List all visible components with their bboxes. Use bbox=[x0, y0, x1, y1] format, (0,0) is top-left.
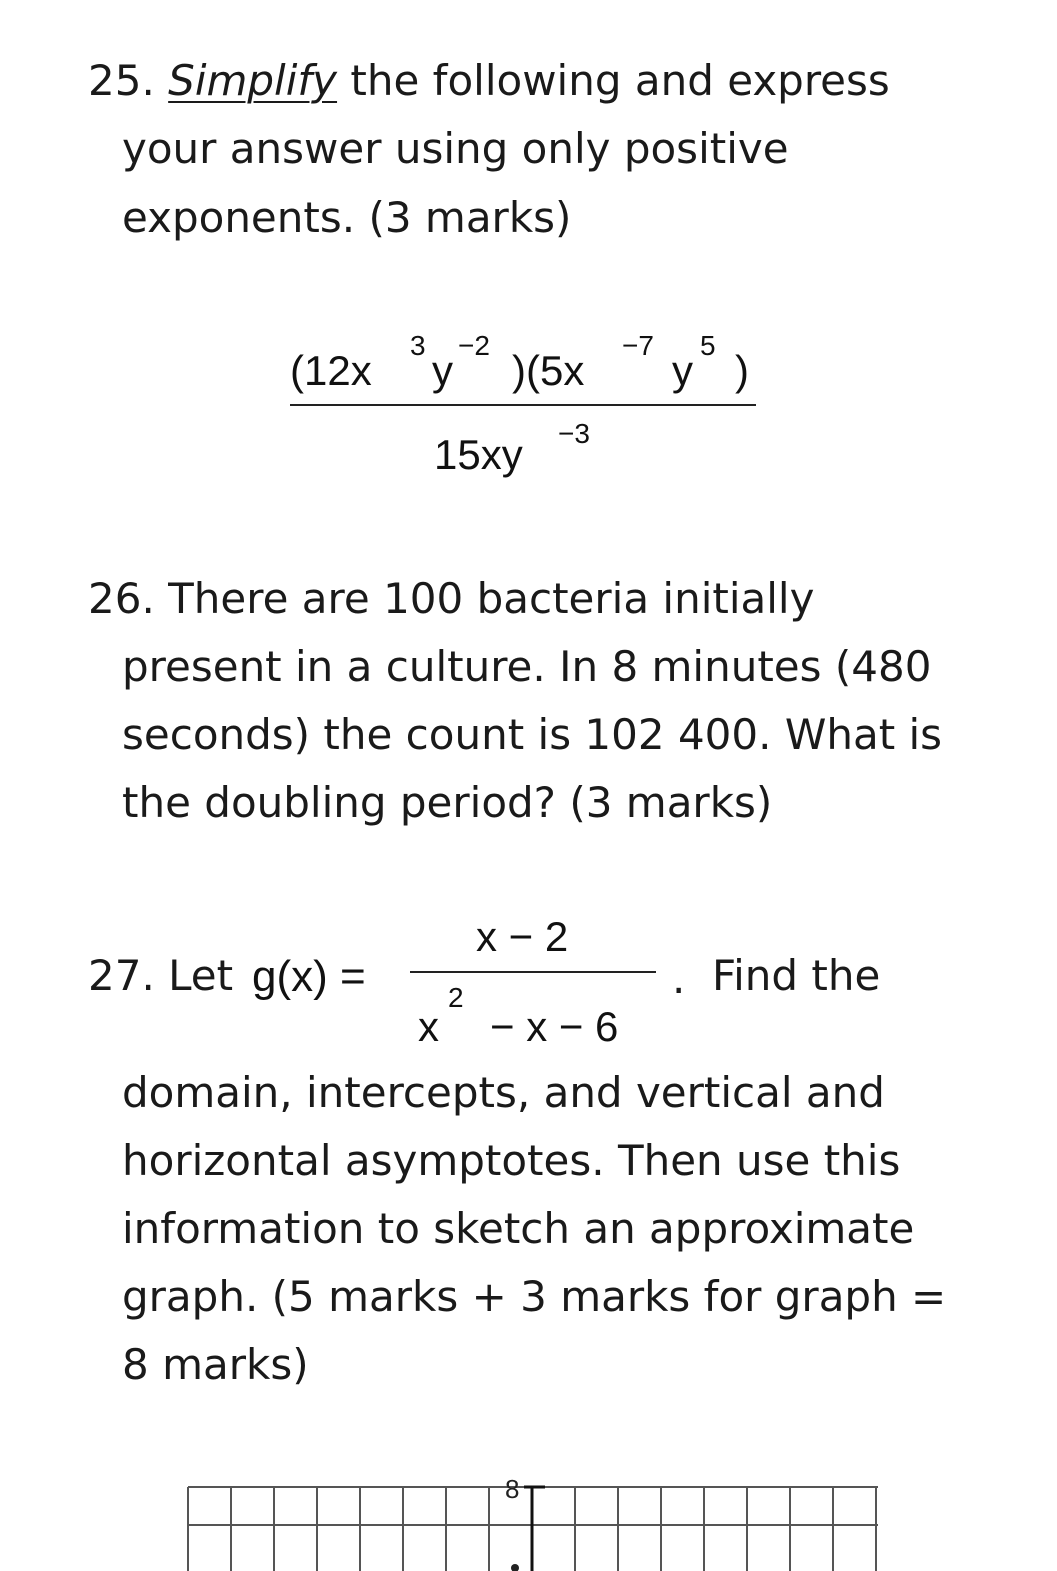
q25-line1-rest: the following and express bbox=[350, 56, 890, 105]
q27-suffix: Find the bbox=[712, 951, 881, 1000]
q27-line4: information to sketch an approximate bbox=[122, 1204, 915, 1253]
q25-number: 25. bbox=[88, 56, 155, 105]
q25-line3: exponents. (3 marks) bbox=[122, 193, 572, 242]
q26-line4: the doubling period? (3 marks) bbox=[122, 778, 773, 827]
q25-den-exp: −3 bbox=[558, 418, 590, 449]
q25-exp-d: 5 bbox=[700, 330, 716, 361]
q26-line1: 26. There are 100 bacteria initially bbox=[88, 574, 815, 623]
q27-line6: 8 marks) bbox=[122, 1340, 309, 1389]
q25-exp-c: −7 bbox=[622, 330, 654, 361]
q27-numerator: x − 2 bbox=[476, 913, 569, 960]
q27-den-x: x bbox=[418, 1003, 439, 1050]
q27-den-exp: 2 bbox=[448, 982, 464, 1013]
q27-line5: graph. (5 marks + 3 marks for graph = bbox=[122, 1272, 947, 1321]
q25-exp-b: −2 bbox=[458, 330, 490, 361]
q25-num-b: y bbox=[432, 347, 453, 394]
q25-keyword-simplify: Simplify bbox=[168, 56, 338, 105]
q25-num-a: (12x bbox=[290, 347, 372, 394]
q25-denominator: 15xy bbox=[434, 431, 523, 478]
q27-prefix: 27. Let bbox=[88, 951, 234, 1000]
q25-exp-a: 3 bbox=[410, 330, 426, 361]
q25-line2: your answer using only positive bbox=[122, 124, 789, 173]
q25-num-e: ) bbox=[735, 347, 749, 394]
graph-axis-mark bbox=[511, 1564, 519, 1571]
q25-num-d: y bbox=[672, 347, 693, 394]
q25-num-c: )(5x bbox=[512, 347, 585, 394]
q27-den-rest: − x − 6 bbox=[490, 1003, 619, 1050]
q26-line3: seconds) the count is 102 400. What is bbox=[122, 710, 943, 759]
q27-dot: . bbox=[672, 954, 686, 1003]
q27-line2: domain, intercepts, and vertical and bbox=[122, 1068, 885, 1117]
q27-line3: horizontal asymptotes. Then use this bbox=[122, 1136, 901, 1185]
graph-y-label-top: 8 bbox=[505, 1474, 520, 1504]
q27-function-name: g(x) = bbox=[252, 952, 366, 1001]
q26-line2: present in a culture. In 8 minutes (480 bbox=[122, 642, 932, 691]
